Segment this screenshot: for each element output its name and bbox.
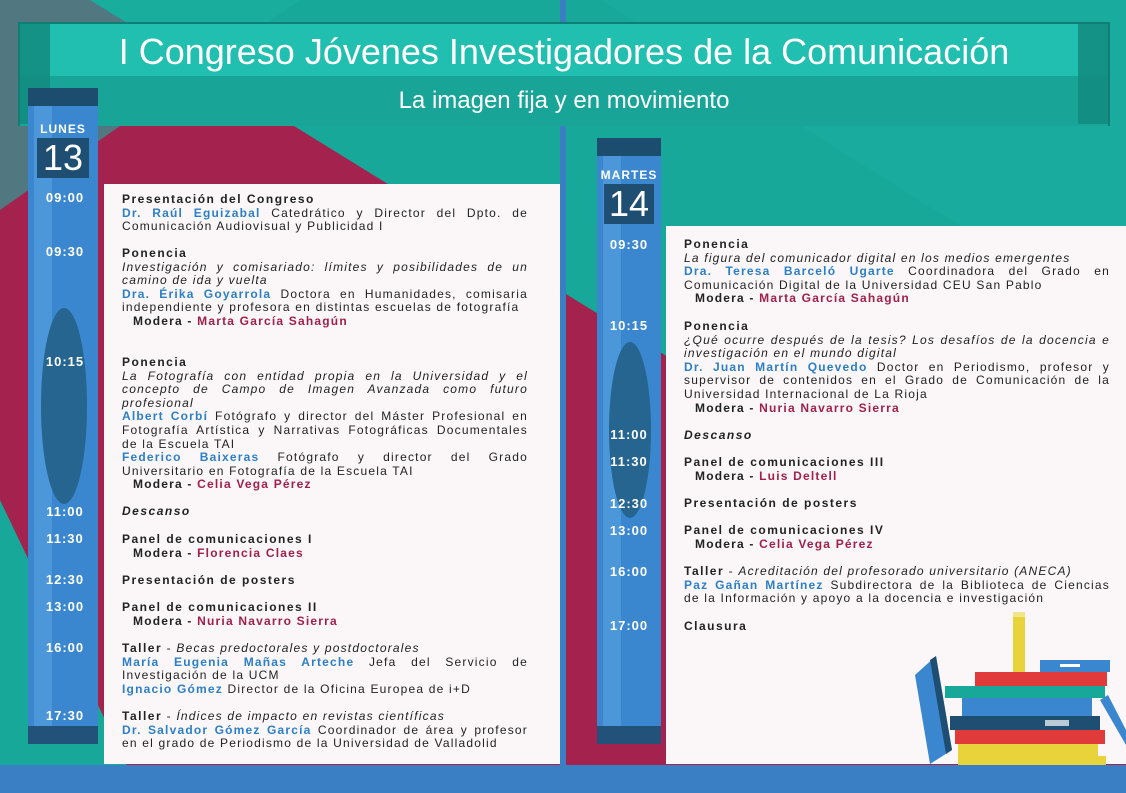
day2-event <box>684 456 1110 483</box>
day1-event <box>122 642 528 696</box>
day1-time: 11:00 <box>46 504 84 519</box>
moderator-name: Nuria Navarro Sierra <box>759 400 900 415</box>
event-heading: Panel de comunicaciones III <box>684 455 885 469</box>
event-heading: Taller <box>122 709 163 723</box>
event-topic: ¿Qué ocurre después de la tesis? Los desafíos de la docencia e investigación en el mundo digital <box>684 332 1110 361</box>
day1-event <box>122 505 528 519</box>
day1-time: 13:00 <box>45 599 85 614</box>
column-cap <box>28 88 98 106</box>
day2-time: 13:00 <box>609 523 649 538</box>
day1-event <box>122 574 528 588</box>
day1-time: 16:00 <box>45 640 85 655</box>
speaker-name: Dr. Juan Martín Quevedo <box>684 359 868 374</box>
moderator-sep: - <box>744 400 760 415</box>
moderator-sep: - <box>744 291 760 306</box>
speaker-name: Dra. Teresa Barceló Ugarte <box>684 264 895 279</box>
day2-name: MARTES <box>600 168 658 182</box>
event-heading: Ponencia <box>684 237 750 251</box>
speaker-desc: Coordinadora del Grado en Comunicación Digital de la Universidad CEU San Pablo <box>684 264 1110 292</box>
day2-time: 11:00 <box>610 427 648 442</box>
speaker-desc: Subdirectora de la Biblioteca de Ciencias de la Información y apoyo a la docencia e investigación <box>684 577 1110 606</box>
event-heading: Ponencia <box>122 355 188 369</box>
moderator-sep: - <box>182 313 198 328</box>
moderator-label: Modera <box>695 468 745 483</box>
event-heading: Ponencia <box>122 246 188 260</box>
event-heading: Presentación de posters <box>684 496 858 510</box>
day2-time: 16:00 <box>609 564 649 579</box>
moderator-sep: - <box>182 545 198 560</box>
event-heading: Panel de comunicaciones I <box>122 532 313 546</box>
event-topic: Becas predoctorales y postdoctorales <box>176 641 420 655</box>
moderator-label: Modera <box>695 291 745 306</box>
column-bottom <box>28 726 98 744</box>
speaker-name: Ignacio Gómez <box>122 681 223 696</box>
event-heading: Panel de comunicaciones II <box>122 600 318 614</box>
page-title: I Congreso Jóvenes Investigadores de la Comunicación <box>118 31 1010 72</box>
speaker-name: Paz Gañan Martínez <box>684 577 824 592</box>
day1-time: 09:30 <box>45 244 85 259</box>
moderator-name: Marta García Sahagún <box>197 313 348 328</box>
books-illustration <box>900 600 1126 770</box>
day2-time: 09:30 <box>609 237 649 252</box>
speaker-name: María Eugenia Mañas Arteche <box>122 654 355 669</box>
day1-name: LUNES <box>40 122 86 136</box>
day2-time: 12:30 <box>609 496 649 511</box>
day1-event <box>122 533 528 560</box>
day2-time: 10:15 <box>609 318 649 333</box>
moderator-name: Celia Vega Pérez <box>197 477 312 492</box>
moderator-label: Modera <box>133 613 183 628</box>
event-heading: Taller <box>684 564 725 578</box>
speaker-name: Dr. Salvador Gómez García <box>122 722 312 737</box>
day1-time: 09:00 <box>45 190 85 205</box>
event-topic: Investigación y comisariado: límites y posibilidades de un camino de ida y vuelta <box>122 259 528 288</box>
speaker-desc: Catedrático y Director del Dpto. de Comunicación Audiovisual y Publicidad I <box>122 205 528 234</box>
speaker-name: Albert Corbí <box>122 409 209 424</box>
day1-time: 17:30 <box>45 708 85 723</box>
day1-event <box>122 601 528 628</box>
day2-time: 17:00 <box>609 618 649 633</box>
event-heading: Taller <box>122 641 163 655</box>
speaker-name: Dr. Raúl Eguizabal <box>122 205 261 220</box>
event-topic: Índices de impacto en revistas científicas <box>176 709 445 723</box>
event-heading: Descanso <box>684 428 753 442</box>
moderator-label: Modera <box>133 313 183 328</box>
speaker-desc: Director de la Oficina Europea de i+D <box>222 681 471 696</box>
speaker-name: Federico Baixeras <box>122 450 260 465</box>
speaker-desc: Doctora en Humanidades, comisaria independiente y profesora en distintas escuelas de fotografía <box>122 286 528 315</box>
event-heading: Clausura <box>684 619 748 633</box>
event-sep: - <box>162 641 177 655</box>
moderator-sep: - <box>744 536 760 551</box>
footer-bar <box>0 765 1126 793</box>
day1-time: 11:30 <box>46 531 84 546</box>
column-bottom <box>597 726 661 744</box>
day2-event <box>684 238 1110 306</box>
moderator-sep: - <box>182 477 198 492</box>
moderator-sep: - <box>182 613 198 628</box>
day2-event <box>684 320 1110 415</box>
column-ellipse <box>41 308 87 504</box>
moderator-name: Nuria Navarro Sierra <box>197 613 338 628</box>
moderator-name: Celia Vega Pérez <box>759 536 874 551</box>
event-heading: Descanso <box>122 504 191 518</box>
event-topic: Acreditación del profesorado universitario (ANECA) <box>738 564 1072 578</box>
column-cap <box>597 138 661 156</box>
day1-time: 12:30 <box>45 572 85 587</box>
day1-time: 10:15 <box>45 354 85 369</box>
moderator-name: Marta García Sahagún <box>759 291 910 306</box>
speaker-desc: Coordinador de área y profesor en el grado de Periodismo de la Universidad de Valladolid <box>122 722 528 751</box>
day2-event <box>684 497 1110 511</box>
page-subtitle: La imagen fija y en movimiento <box>398 87 730 114</box>
speaker-desc: Jefa del Servicio de Investigación de la UCM <box>122 654 528 683</box>
speaker-desc: Doctor en Periodismo, profesor y supervisor de contenidos en el Grado de Comunicación de la Universidad Internacional de La Rioja <box>684 359 1111 401</box>
moderator-name: Florencia Claes <box>197 545 304 560</box>
day1-number: 13 <box>37 138 89 178</box>
speaker-desc: Fotógrafo y director del Máster Profesional en Fotografía Artística y Narrativas Fotográficas Documentales de la Escuela TAI <box>122 409 529 451</box>
moderator-sep: - <box>744 468 760 483</box>
event-sep: - <box>724 564 739 578</box>
event-heading: Panel de comunicaciones IV <box>684 523 885 537</box>
moderator-label: Modera <box>133 545 183 560</box>
event-sep: - <box>162 709 177 723</box>
event-heading: Presentación de posters <box>122 573 296 587</box>
moderator-label: Modera <box>695 400 745 415</box>
moderator-name: Luis Deltell <box>759 468 838 483</box>
day2-number: 14 <box>604 184 654 224</box>
day1-event <box>122 710 528 751</box>
day2-event <box>684 524 1110 551</box>
event-topic: La Fotografía con entidad propia en la Universidad y el concepto de Campo de Imagen Avanzada como futuro profesional <box>122 368 528 410</box>
event-heading: Presentación del Congreso <box>122 192 315 206</box>
day1-event <box>122 193 528 234</box>
event-topic: La figura del comunicador digital en los medios emergentes <box>684 250 1071 265</box>
header-banner <box>18 22 1110 126</box>
speaker-desc: Fotógrafo y director del Grado Universitario en Fotografía de la Escuela TAI <box>122 450 528 478</box>
day2-event <box>684 429 1110 443</box>
day1-event <box>122 356 528 492</box>
day1-event <box>122 247 528 329</box>
event-heading: Ponencia <box>684 319 750 333</box>
day2-time: 11:30 <box>610 454 648 469</box>
moderator-label: Modera <box>695 536 745 551</box>
speaker-name: Dra. Érika Goyarrola <box>122 286 272 301</box>
moderator-label: Modera <box>133 477 183 492</box>
